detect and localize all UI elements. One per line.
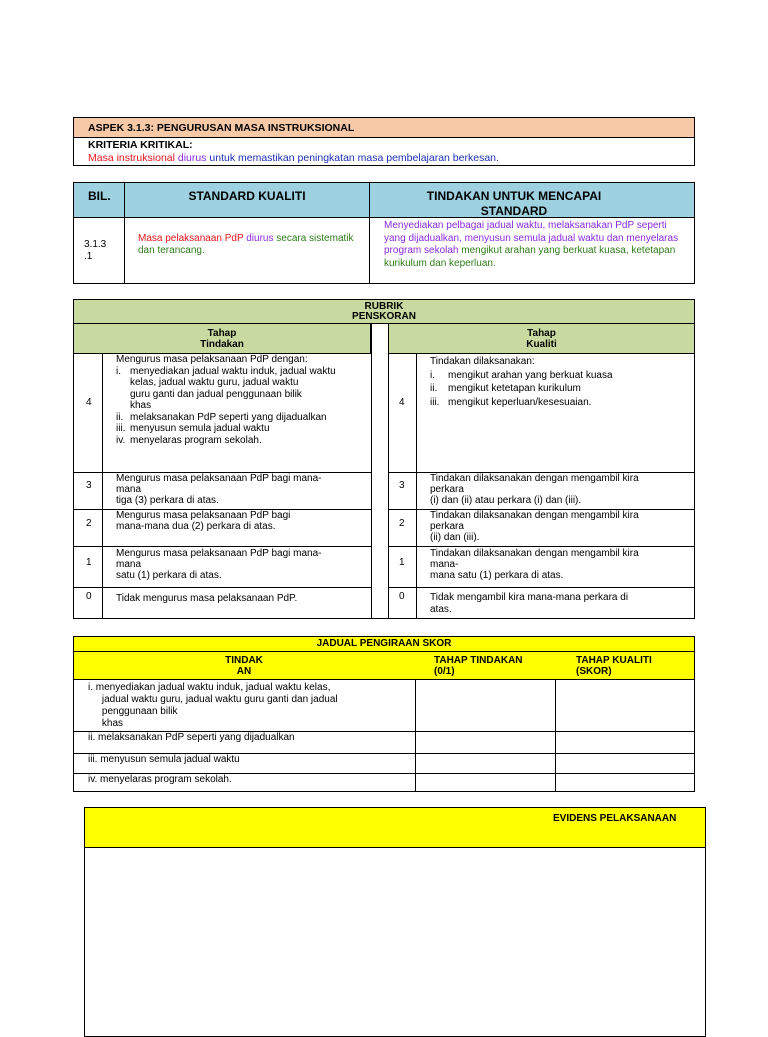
kriteria-purple: diurus xyxy=(177,152,207,164)
kualiti-red: Masa pelaksanaan PdP xyxy=(138,233,244,244)
left-score-2: 2 xyxy=(86,518,92,529)
left-score-4: 4 xyxy=(86,397,92,408)
right-score-4: 4 xyxy=(399,397,405,408)
bil-header: BIL. xyxy=(88,189,111,203)
left-score-1: 1 xyxy=(86,557,92,568)
rubrik-title: RUBRIK PENSKORAN xyxy=(74,300,694,324)
kriteria-red: Masa instruksional xyxy=(88,152,175,164)
evidens-box xyxy=(84,807,706,1037)
left-row-4-item-iii: iii. menyusun semula jadual waktu xyxy=(116,423,270,434)
left-row-4-item-iv: iv. menyelaras program sekolah. xyxy=(116,434,262,446)
right-row-1: Tindakan dilaksanakan dengan mengambil kira mana- mana satu (1) perkara di atas. xyxy=(430,548,639,581)
left-row-1: Mengurus masa pelaksanaan PdP bagi mana- mana satu (1) perkara di atas. xyxy=(116,548,322,581)
right-row-4 xyxy=(430,355,690,409)
tindakan-header: TINDAKAN UNTUK MENCAPAI STANDARD xyxy=(426,189,602,218)
standard-kualiti-header: STANDARD KUALITI xyxy=(188,189,306,203)
left-score-0: 0 xyxy=(86,591,92,602)
jadual-table xyxy=(73,636,695,792)
left-row-4-intro: Mengurus masa pelaksanaan PdP dengan: xyxy=(116,354,308,365)
right-row-4-item-i: i. mengikut arahan yang berkuat kuasa xyxy=(430,369,613,381)
kualiti-green: secara sistematik dan terancang. xyxy=(138,233,354,256)
tindakan-green: mengikut arahan yang berkuat kuasa, ketetapan kurikulum dan keperluan. xyxy=(384,245,676,269)
left-row-0: Tidak mengurus masa pelaksanaan PdP. xyxy=(116,593,298,604)
jadual-tahap-kualiti-header: TAHAP KUALITI (SKOR) xyxy=(576,655,652,677)
right-score-3: 3 xyxy=(399,480,405,491)
tindakan-purple: Menyediakan pelbagai jadual waktu, melaksanakan PdP seperti yang dijadualkan, menyusun semula jadual waktu dan menyelaras program sekolah xyxy=(384,220,679,256)
jadual-row-iii: iii. menyusun semula jadual waktu xyxy=(88,754,240,765)
tahap-tindakan-header: Tahap Tindakan xyxy=(74,324,371,354)
standard-kualiti-text xyxy=(138,233,360,257)
left-score-3: 3 xyxy=(86,480,92,491)
jadual-row-ii: ii. melaksanakan PdP seperti yang dijadualkan xyxy=(88,732,295,743)
left-row-3: Mengurus masa pelaksanaan PdP bagi mana- mana tiga (3) perkara di atas. xyxy=(116,473,322,506)
kriteria-blue: untuk memastikan peningkatan masa pembelajaran berkesan. xyxy=(209,152,499,164)
left-row-4-item-ii: ii. melaksanakan PdP seperti yang dijadualkan xyxy=(116,411,327,423)
jadual-row-i: i. menyediakan jadual waktu induk, jadual waktu kelas, jadual waktu guru, jadual waktu guru ganti dan jadual penggunaan bilik khas xyxy=(88,682,338,729)
aspek-title: ASPEK 3.1.3: PENGURUSAN MASA INSTRUKSIONAL xyxy=(74,118,694,138)
right-row-0: Tidak mengambil kira mana-mana perkara di atas. xyxy=(430,592,629,615)
right-row-4-item-iii: iii. mengikut keperluan/kesesuaian. xyxy=(430,396,592,408)
left-row-4 xyxy=(116,354,368,446)
right-row-3: Tindakan dilaksanakan dengan mengambil kira perkara (i) dan (ii) atau perkara (i) dan (iii). xyxy=(430,473,639,506)
aspek-table xyxy=(73,117,695,166)
right-score-0: 0 xyxy=(399,591,405,602)
jadual-tahap-tindakan-header: TAHAP TINDAKAN (0/1) xyxy=(434,655,523,677)
jadual-tindakan-header: TINDAK AN xyxy=(225,655,263,677)
left-row-4-item-i: i. menyediakan jadual waktu induk, jadual waktu kelas, jadual waktu guru, jadual waktu guru ganti dan jadual penggunaan bilik khas xyxy=(116,365,336,411)
right-row-4-intro: Tindakan dilaksanakan: xyxy=(430,356,535,367)
rubrik-table xyxy=(73,299,695,619)
kriteria-text xyxy=(88,152,499,164)
tahap-kualiti-header: Tahap Kualiti xyxy=(388,324,694,354)
right-row-4-item-ii: ii. mengikut ketetapan kurikulum xyxy=(430,383,581,394)
kualiti-purple: diurus xyxy=(246,233,274,244)
right-score-1: 1 xyxy=(399,557,405,568)
jadual-row-iv: iv. menyelaras program sekolah. xyxy=(88,774,232,785)
bil-value: 3.1.3 .1 xyxy=(84,239,107,262)
right-score-2: 2 xyxy=(399,518,405,529)
evidens-title: EVIDENS PELAKSANAAN xyxy=(553,813,677,824)
kriteria-label: KRITERIA KRITIKAL: xyxy=(88,139,193,151)
right-row-2: Tindakan dilaksanakan dengan mengambil kira perkara (ii) dan (iii). xyxy=(430,510,639,543)
jadual-title: JADUAL PENGIRAAN SKOR xyxy=(74,637,694,652)
standard-table xyxy=(73,182,695,284)
tindakan-text xyxy=(384,220,690,270)
left-row-2: Mengurus masa pelaksanaan PdP bagi mana-mana dua (2) perkara di atas. xyxy=(116,510,291,532)
